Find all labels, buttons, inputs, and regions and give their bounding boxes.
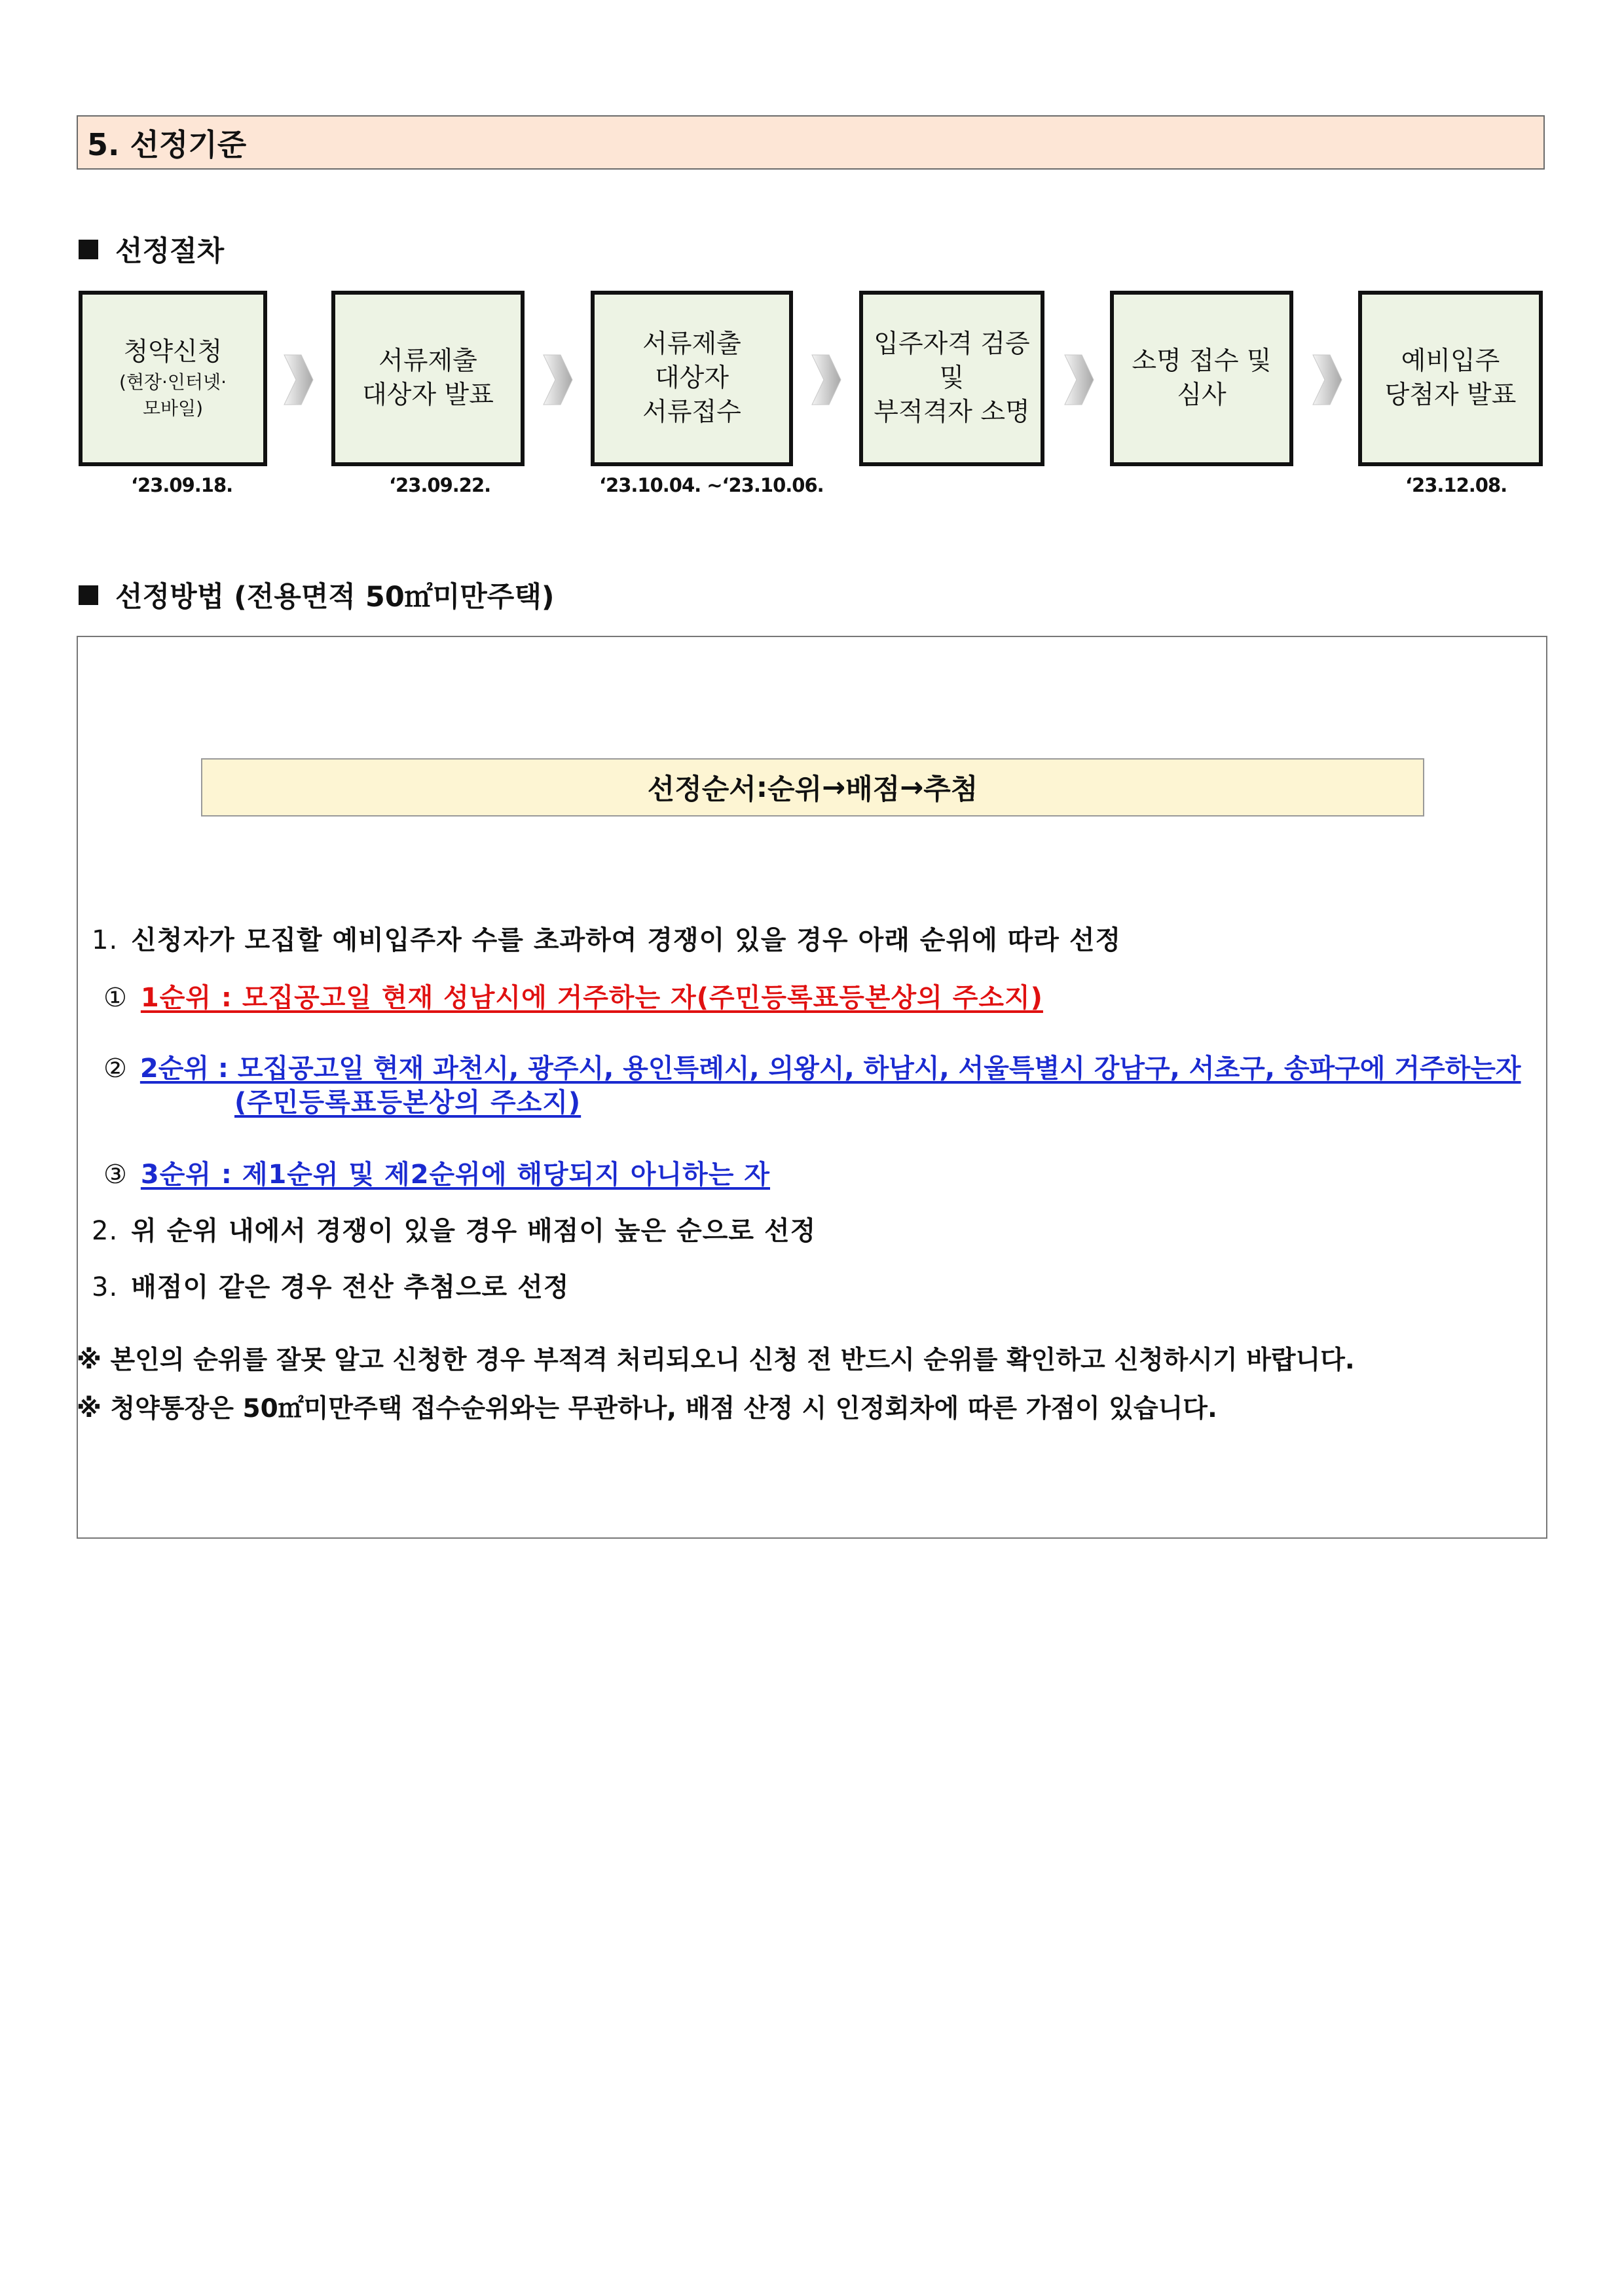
step-winner-announcement	[1358, 291, 1543, 466]
step-application	[79, 291, 267, 466]
square-bullet-icon	[79, 240, 98, 259]
flow-arrow-icon	[542, 354, 574, 406]
step-date: ‘23.12.08.	[1405, 474, 1507, 496]
step-date: ‘23.09.18.	[131, 474, 233, 496]
flow-arrow-icon	[1063, 354, 1095, 406]
step-subline: (현장·인터넷·	[119, 371, 227, 393]
circled-three-icon: ③	[103, 1160, 128, 1190]
note-1: ※ 본인의 순위를 잘못 알고 신청한 경우 부적격 처리되오니 신청 전 반드시 순위를 확인하고 신청하시기 바랍니다.	[77, 1346, 1355, 1375]
rank-2-continuation	[234, 1082, 581, 1119]
order-stage: 순위	[767, 773, 822, 806]
step-line: 대상자	[654, 363, 729, 393]
flow-arrow-icon	[1312, 354, 1343, 406]
item-text: 배점이 같은 경우 전산 추첨으로 선정	[131, 1272, 570, 1302]
order-stage: 배점	[845, 773, 900, 806]
step-date: ‘23.09.22.	[389, 474, 491, 496]
circled-two-icon: ②	[103, 1054, 127, 1084]
procedure-heading	[79, 229, 224, 269]
arrow-right-icon: →	[822, 771, 846, 804]
item-number: 3.	[92, 1272, 119, 1302]
method-heading	[79, 575, 555, 615]
step-document-announcement	[331, 291, 525, 466]
section-title	[77, 115, 1545, 170]
rank-3-text: 3순위 : 제1순위 및 제2순위에 해당되지 아니하는 자	[140, 1160, 770, 1190]
criteria-item-2	[92, 1210, 816, 1247]
rank-2-item	[103, 1048, 1521, 1085]
criteria-item-1	[92, 919, 1121, 957]
rank-1-text: 1순위 : 모집공고일 현재 성남시에 거주하는 자(주민등록표등본상의 주소지)	[140, 983, 1043, 1013]
step-line: 심사	[1177, 380, 1227, 410]
item-text: 신청자가 모집할 예비입주자 수를 초과하여 경쟁이 있을 경우 아래 순위에 따라 선정	[131, 925, 1122, 955]
method-heading-text: 선정방법 (전용면적 50㎡미만주택)	[115, 581, 555, 614]
step-line: 대상자 발표	[362, 380, 494, 410]
step-eligibility-check	[859, 291, 1044, 466]
step-line: 및	[939, 363, 965, 393]
criteria-item-3	[92, 1266, 569, 1304]
step-subline: 모바일)	[142, 397, 204, 419]
step-line: 청약신청	[123, 337, 223, 367]
order-separator: :	[756, 771, 768, 804]
rank-2-text: 2순위 : 모집공고일 현재 과천시, 광주시, 용인특례시, 의왕시, 하남시, 서울특별시 강남구, 서초구, 송파구에 거주하는자	[139, 1054, 1521, 1084]
step-line: 서류제출	[642, 329, 741, 359]
step-document-submission	[591, 291, 793, 466]
rank-3-item	[103, 1154, 770, 1191]
step-line: 입주자격 검증	[874, 329, 1030, 359]
rank-2-cont-text: (주민등록표등본상의 주소지)	[234, 1088, 581, 1118]
item-number: 1.	[92, 925, 119, 955]
section-title-text: 5. 선정기준	[87, 126, 247, 162]
item-text: 위 순위 내에서 경쟁이 있을 경우 배점이 높은 순으로 선정	[131, 1216, 817, 1246]
flow-arrow-icon	[283, 354, 314, 406]
note-2: ※ 청약통장은 50㎡미만주택 접수순위와는 무관하나, 배점 산정 시 인정회차에 따른 가점이 있습니다.	[77, 1394, 1217, 1423]
circled-one-icon: ①	[103, 983, 128, 1013]
step-line: 예비입주	[1401, 346, 1500, 376]
procedure-heading-text: 선정절차	[115, 235, 225, 268]
item-number: 2.	[92, 1216, 119, 1246]
rank-1-item	[103, 977, 1043, 1014]
step-explanation-review	[1110, 291, 1293, 466]
square-bullet-icon	[79, 585, 98, 605]
order-stage: 추첨	[923, 773, 978, 806]
order-label: 선정순서	[647, 773, 756, 806]
step-line: 소명 접수 및	[1132, 346, 1272, 376]
step-date: ‘23.10.04. ~‘23.10.06.	[599, 474, 824, 496]
selection-order-bar	[201, 758, 1424, 817]
step-line: 서류제출	[378, 346, 477, 376]
arrow-right-icon: →	[900, 771, 924, 804]
flow-arrow-icon	[811, 354, 842, 406]
step-line: 서류접수	[642, 397, 741, 427]
step-line: 부적격자 소명	[874, 397, 1030, 427]
step-line: 당첨자 발표	[1384, 380, 1517, 410]
